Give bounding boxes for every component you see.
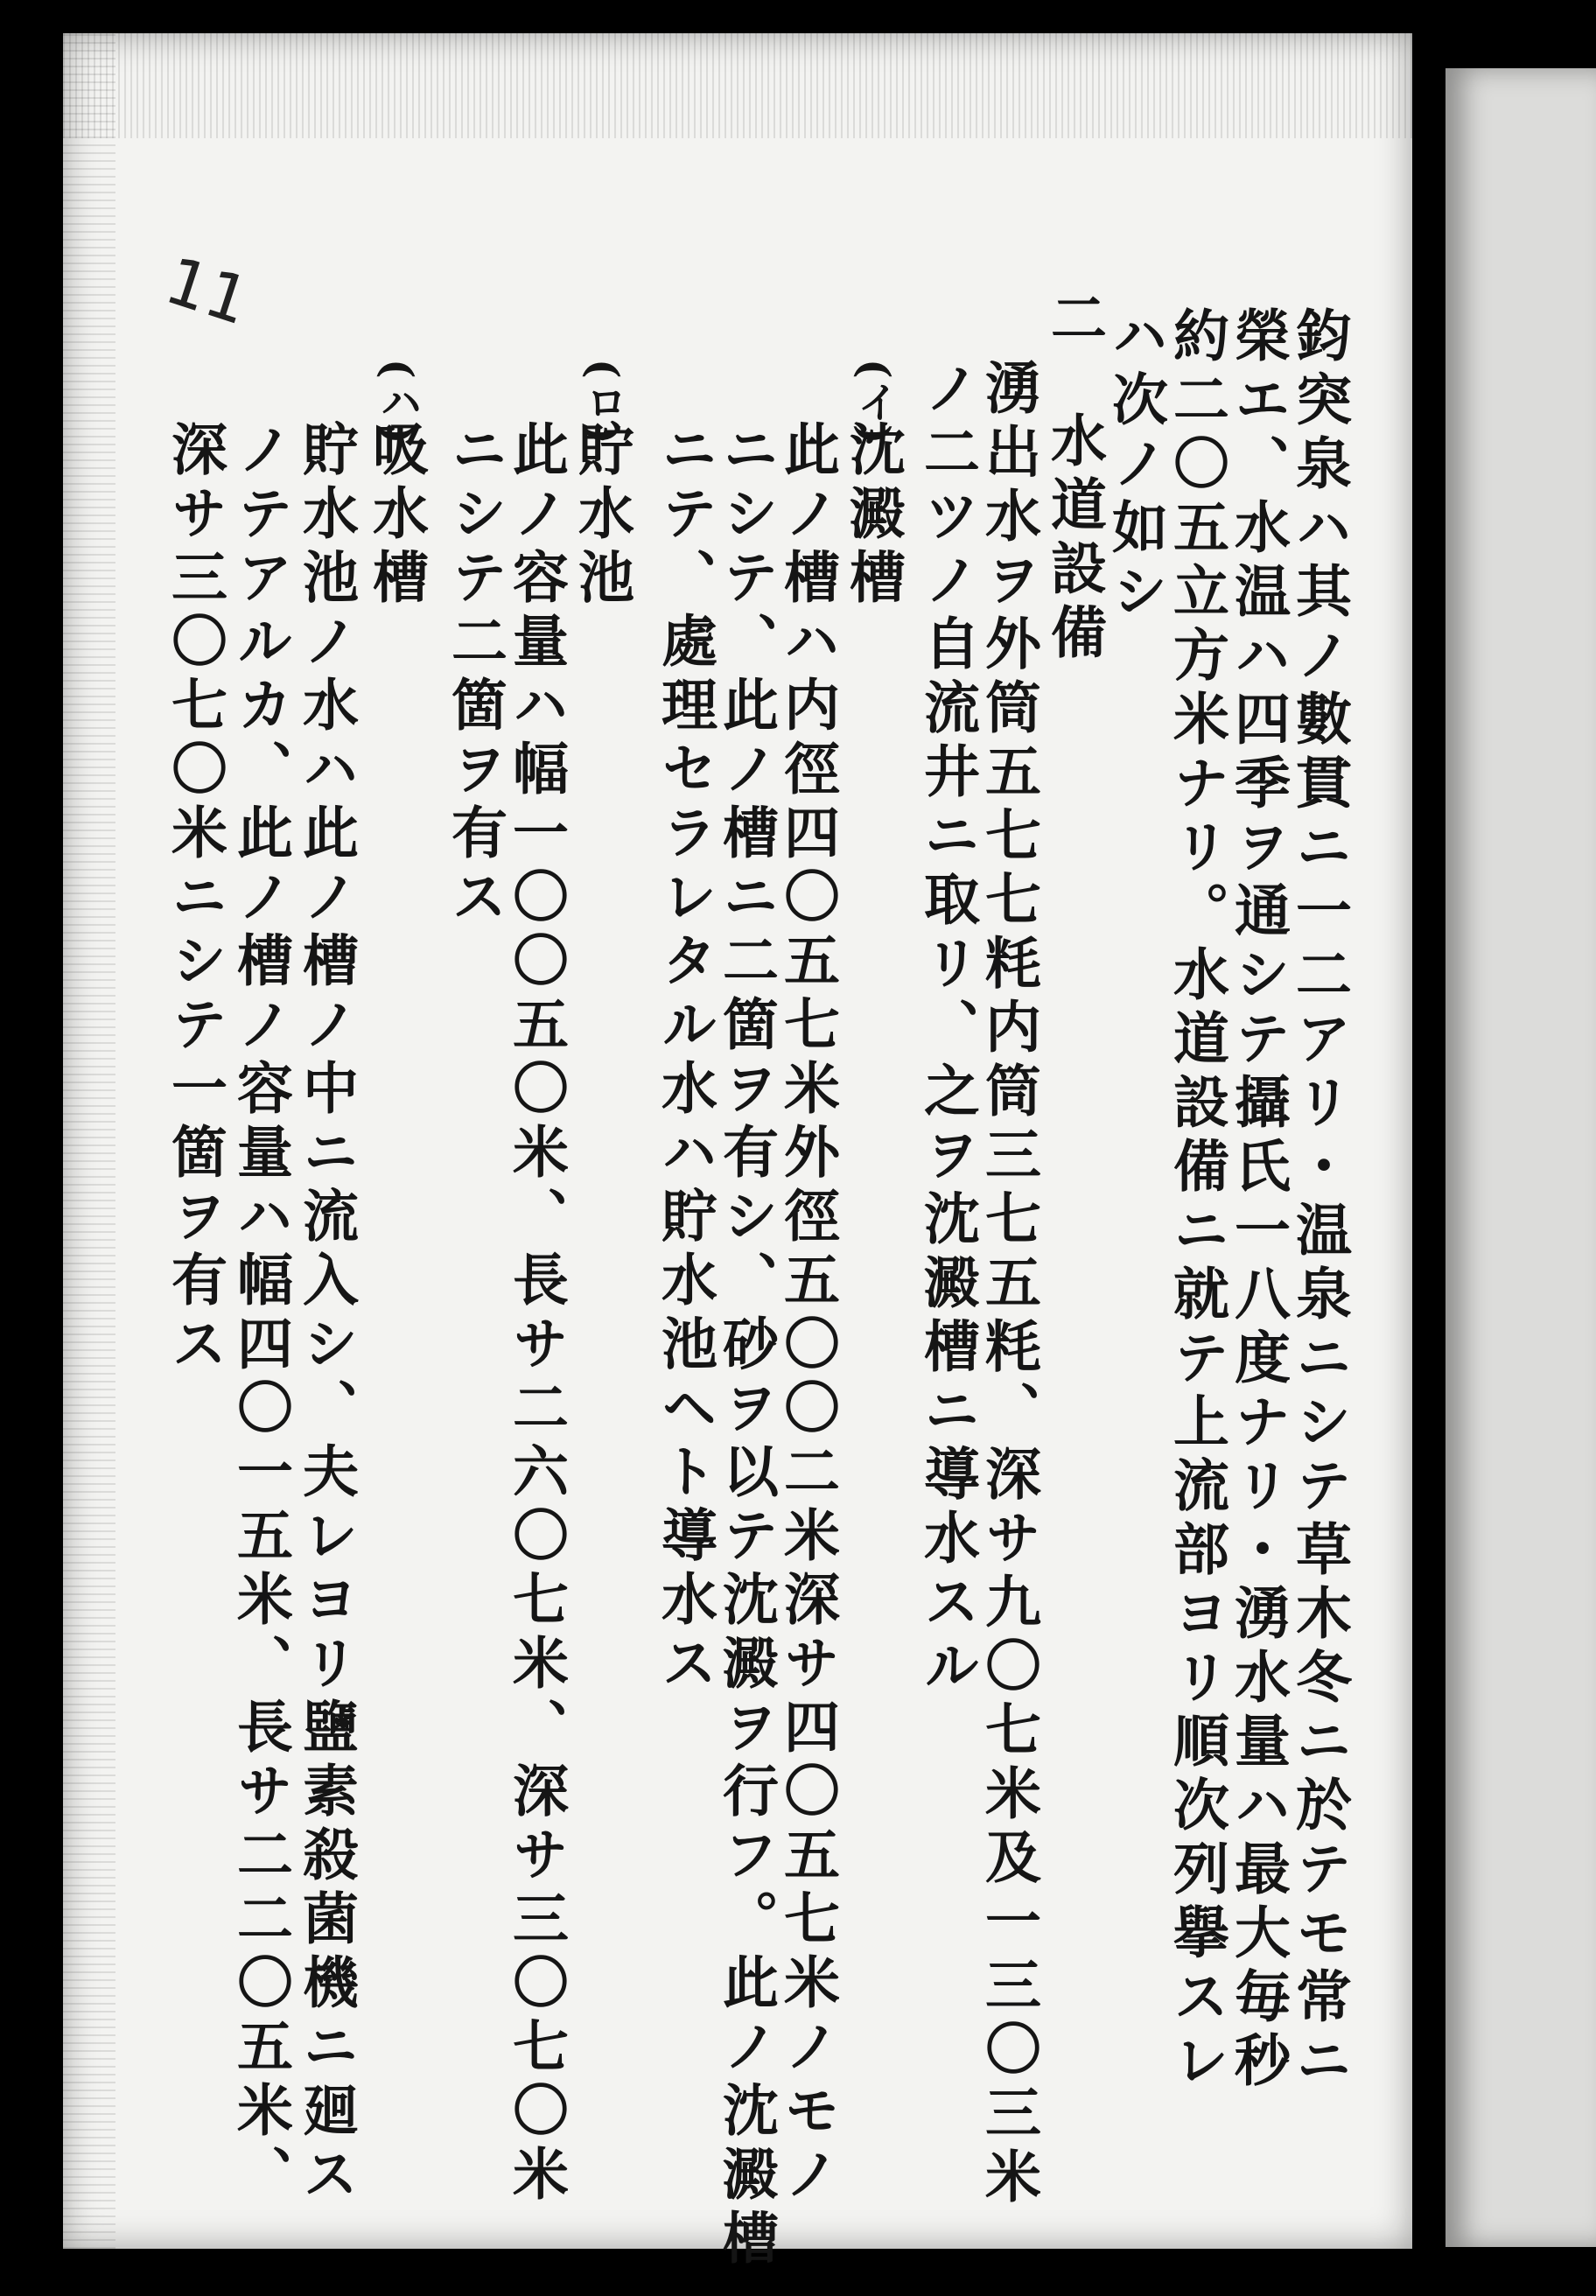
text-line: 榮エ、水温ハ四季ヲ通シテ攝氏一八度ナリ・湧水量ハ最大毎秒 [1225, 306, 1291, 2095]
subsection-label: (ロ) [578, 359, 627, 446]
subsection-label: (ハ) [373, 359, 422, 446]
subsection-label: (イ) [850, 359, 899, 446]
text-line: 貯水池ノ水ハ此ノ槽ノ中ニ流入シ、夫レヨリ鹽素殺菌機ニ廻ス [293, 420, 359, 2208]
text-line: 湧出水ヲ外筒五七七粍内筒三七五粍、深サ九〇七米及一三〇三米 [976, 359, 1041, 2211]
text-line: 約二〇五立方米ナリ。水道設備ニ就テ上流部ヨリ順次列擧スレ [1164, 306, 1229, 2095]
text-line: ニシテ、此ノ槽ニ二箇ヲ有シ、砂ヲ以テ沈澱ヲ行フ。此ノ沈澱槽 [713, 420, 779, 2272]
text-line: 鈞突泉ハ其ノ數貫ニ一二アリ・温泉ニシテ草木冬ニ於テモ常ニ [1286, 306, 1352, 2095]
section-number: 二 [1041, 289, 1107, 353]
text-line: 此ノ槽ハ内徑四〇五七米外徑五〇〇二米深サ四〇五七米ノモノ [774, 420, 840, 2208]
text-line: 深サ三〇七〇米ニシテ一箇ヲ有ス [162, 420, 228, 1378]
subsection-heading: 貯水池 [569, 420, 634, 612]
subsection-heading: 沈澱槽 [840, 420, 906, 612]
text-line: ハ次ノ如シ [1102, 306, 1168, 626]
facing-page-edge [1446, 68, 1596, 2247]
subsection-heading: 吸水槽 [363, 420, 429, 612]
text-line: ニシテ二箇ヲ有ス [442, 420, 508, 931]
text-line: ニテ、處理セラレタル水ハ貯水池ヘト導水ス [652, 420, 718, 1698]
section-heading: 水道設備 [1041, 411, 1107, 667]
text-line: 此ノ容量ハ幅一〇〇五〇米、長サ二六〇七米、深サ三〇七〇米 [503, 420, 569, 2208]
handwritten-page-mark: 11 [157, 242, 259, 340]
text-line: ノテアルカ、此ノ槽ノ容量ハ幅四〇一五米、長サ二二〇五米、 [228, 420, 293, 2208]
text-line: ノ二ツノ自流井ニ取リ、之ヲ沈澱槽ニ導水スル [914, 359, 980, 1700]
